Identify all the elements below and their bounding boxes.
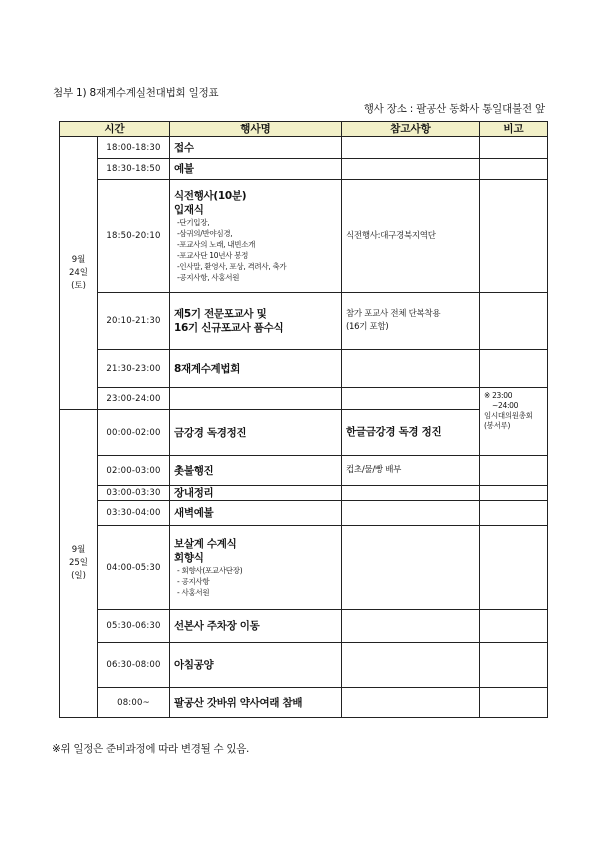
header-reference: 참고사항 [342,122,480,137]
remarks-cell [480,159,548,180]
table-row [60,159,548,180]
footer-note: ※위 일정은 준비과정에 따라 변경될 수 있음. [52,743,250,755]
event-title: 보살계 수계식 [174,538,237,550]
reference-cell [342,526,480,610]
remarks-note-line: (봉서루) [484,421,511,430]
event-title: 제5기 전문포교사 및 [174,308,267,320]
event-title-2: 입재식 [174,204,204,216]
time-cell: 06:30-08:00 [98,643,170,688]
header-event: 행사명 [170,122,342,137]
reference-cell [342,610,480,643]
event-cell: 접수 [170,137,342,159]
event-cell [170,180,342,293]
time-cell: 23:00-24:00 [98,388,170,410]
reference-cell [342,410,480,456]
reference-cell [342,293,480,350]
reference-cell [342,137,480,159]
remarks-cell [480,293,548,350]
remarks-cell [480,350,548,388]
remarks-cell [480,486,548,501]
event-title-2: 16기 신규포교사 품수식 [174,322,284,334]
time-cell: 05:30-06:30 [98,610,170,643]
remarks-cell [480,643,548,688]
remarks-cell [480,180,548,293]
event-sub-item: -단기입장, [177,218,210,227]
date-day: 24일 [68,267,89,278]
table-row [60,456,548,486]
event-sub-item: -공지사항, 사홍서원 [177,273,240,282]
event-cell: 금강경 독경정진 [170,410,342,456]
date-cell-day2 [60,410,98,718]
event-cell [170,388,342,410]
reference-text: 한글금강경 독경 정진 [346,426,442,438]
reference-text: 컵초/물/빵 배부 [346,465,402,475]
table-row [60,410,548,456]
remarks-cell [480,137,548,159]
reference-cell [342,159,480,180]
event-cell: 촛불행진 [170,456,342,486]
remarks-cell [480,610,548,643]
remarks-cell [480,688,548,718]
event-sub-item: - 공지사항 [177,577,210,586]
event-sub-item: -포교사단 10년사 봉정 [177,251,249,260]
event-cell: 8재계수계법회 [170,350,342,388]
table-row [60,643,548,688]
schedule-table [59,121,548,718]
table-row [60,486,548,501]
event-sub-item: - 사홍서원 [177,588,210,597]
remarks-note-line: 임시대의원총회 [484,411,533,420]
time-cell: 02:00-03:00 [98,456,170,486]
time-cell: 18:30-18:50 [98,159,170,180]
event-cell: 선본사 주차장 이동 [170,610,342,643]
event-cell: 새벽예불 [170,501,342,526]
event-title-2: 회향식 [174,552,204,564]
reference-text: 참가 포교사 전체 단복착용 [346,309,441,319]
table-row [60,688,548,718]
header-time: 시간 [60,122,170,137]
document-title: 첨부 1) 8재계수계실천대법회 일정표 [53,87,219,99]
event-sub-item: -포교사의 노래, 내빈소개 [177,240,256,249]
date-month: 9월 [71,545,86,555]
remarks-note-line: ※ 23:00 [484,391,513,400]
time-cell: 21:30-23:00 [98,350,170,388]
table-row [60,526,548,610]
date-day: 25일 [68,558,89,568]
table-row [60,137,548,159]
time-cell: 04:00-05:30 [98,526,170,610]
time-cell: 03:00-03:30 [98,486,170,501]
event-cell [170,293,342,350]
time-cell: 00:00-02:00 [98,410,170,456]
remarks-cell [480,388,548,456]
date-weekday: (일) [71,571,86,581]
remarks-note-line: ~24:00 [492,401,519,410]
event-cell [170,526,342,610]
time-cell: 18:00-18:30 [98,137,170,159]
event-cell: 예불 [170,159,342,180]
table-header-row [60,122,548,137]
table-row [60,501,548,526]
table-row [60,350,548,388]
event-sub-item: -인사말, 환영사, 포상, 격려사, 축가 [177,262,287,271]
table-row [60,610,548,643]
table-row [60,293,548,350]
venue-text: 행사 장소 : 팔공산 동화사 통일대불전 앞 [363,103,545,115]
event-cell: 아침공양 [170,643,342,688]
reference-cell [342,180,480,293]
event-title: 식전행사(10분) [174,190,247,202]
time-cell: 20:10-21:30 [98,293,170,350]
reference-text: 식전행사:대구경북지역단 [346,230,436,241]
time-cell: 08:00~ [98,688,170,718]
reference-cell [342,388,480,410]
table-row [60,180,548,293]
reference-cell [342,456,480,486]
date-cell-day1 [60,137,98,410]
time-cell: 03:30-04:00 [98,501,170,526]
table-row [60,388,548,410]
event-sub-item: - 회향사(포교사단장) [177,566,243,575]
reference-cell [342,501,480,526]
reference-cell [342,688,480,718]
reference-cell [342,350,480,388]
event-sub-item: -삼귀의/반야심경, [177,229,233,238]
remarks-cell [480,501,548,526]
event-cell: 팔공산 갓바위 약사여래 참배 [170,688,342,718]
reference-text: (16기 포함) [346,322,389,332]
date-month: 9월 [71,254,86,265]
remarks-cell [480,526,548,610]
remarks-cell [480,456,548,486]
header-remarks: 비고 [480,122,548,137]
reference-cell [342,486,480,501]
date-weekday: (토) [71,280,86,291]
reference-cell [342,643,480,688]
time-cell: 18:50-20:10 [98,180,170,293]
event-cell: 장내정리 [170,486,342,501]
